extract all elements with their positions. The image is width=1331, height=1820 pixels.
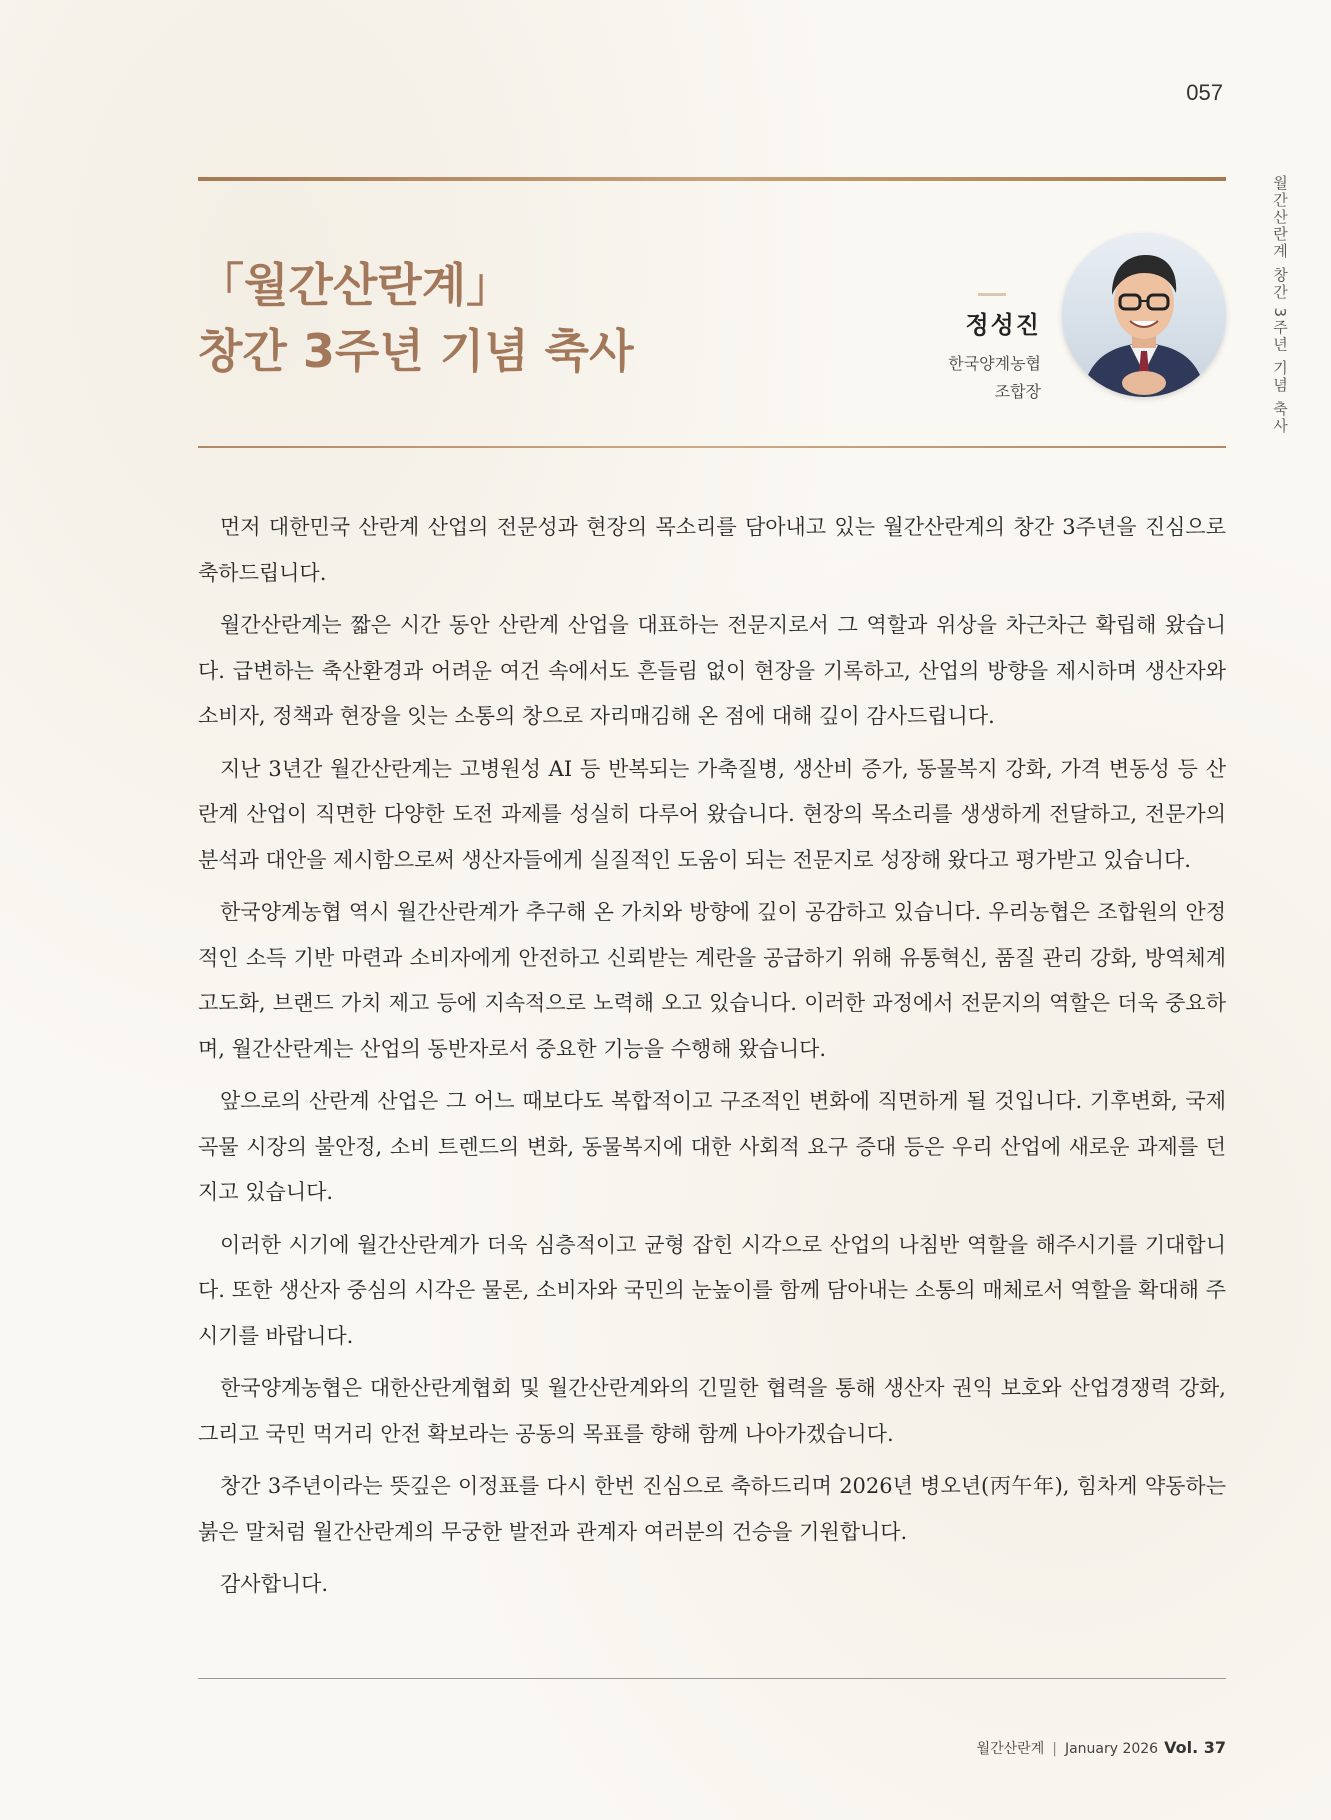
paragraph: 앞으로의 산란계 산업은 그 어느 때보다도 복합적이고 구조적인 변화에 직면하게 될 것입니다. 기후변화, 국제 곡물 시장의 불안정, 소비 트렌드의 변화, 동물복지에 대한 사회적 요구 증대 등은 우리 산업에 새로운 과제를 던지고 있습니다.	[198, 1089, 1226, 1204]
header-divider	[198, 446, 1226, 448]
page-number: 057	[1186, 80, 1223, 105]
paragraph: 월간산란계는 짧은 시간 동안 산란계 산업을 대표하는 전문지로서 그 역할과 위상을 차근차근 확립해 왔습니다. 급변하는 축산환경과 어려운 여건 속에서도 흔들림 없이 현장을 기록하고, 산업의 방향을 제시하며 생산자와 소비자, 정책과 현장을 잇는 소통의 창으로 자리매김해 온 점에 대해 깊이 감사드립니다.	[198, 613, 1226, 728]
paragraph: 먼저 대한민국 산란계 산업의 전문성과 현장의 목소리를 담아내고 있는 월간산란계의 창간 3주년을 진심으로 축하드립니다.	[198, 515, 1226, 585]
portrait-illustration	[1062, 233, 1226, 397]
article-title	[198, 252, 634, 384]
closing-paragraph: 감사합니다.	[220, 1572, 329, 1596]
footer-separator: |	[1052, 1741, 1057, 1757]
title-line-1: 「월간산란계」	[198, 258, 513, 312]
author-organization: 한국양계농협	[948, 354, 1041, 373]
paragraph: 창간 3주년이라는 뜻깊은 이정표를 다시 한번 진심으로 축하드리며 2026년 병오년(丙午年), 힘차게 약동하는 붉은 말처럼 월간산란계의 무궁한 발전과 관계자 여러분의 건승을 기원합니다.	[198, 1474, 1226, 1544]
author-role: 조합장	[994, 382, 1041, 401]
author-portrait	[1062, 233, 1226, 397]
paragraph: 한국양계농협은 대한산란계협회 및 월간산란계와의 긴밀한 협력을 통해 생산자 권익 보호와 산업경쟁력 강화, 그리고 국민 먹거리 안전 확보라는 공동의 목표를 향해 함께 나아가겠습니다.	[198, 1376, 1226, 1446]
footer-divider	[198, 1678, 1226, 1679]
paragraph: 지난 3년간 월간산란계는 고병원성 AI 등 반복되는 가축질병, 생산비 증가, 동물복지 강화, 가격 변동성 등 산란계 산업이 직면한 다양한 도전 과제를 성실히 다루어 왔습니다. 현장의 목소리를 생생하게 전달하고, 전문가의 분석과 대안을 제시함으로써 생산자들에게 실질적인 도움이 되는 전문지로 성장해 왔다고 평가받고 있습니다.	[198, 756, 1226, 872]
footer-magazine-name: 월간산란계	[976, 1741, 1045, 1757]
title-line-2: 창간 3주년 기념 축사	[198, 324, 634, 378]
paragraph: 한국양계농협 역시 월간산란계가 추구해 온 가치와 방향에 깊이 공감하고 있습니다. 우리농협은 조합원의 안정적인 소득 기반 마련과 소비자에게 안전하고 신뢰받는 계란을 공급하기 위해 유통혁신, 품질 관리 강화, 방역체계 고도화, 브랜드 가치 제고 등에 지속적으로 노력해 오고 있습니다. 이러한 과정에서 전문지의 역할은 더욱 중요하며, 월간산란계는 산업의 동반자로서 중요한 기능을 수행해 왔습니다.	[198, 900, 1226, 1061]
footer-issue-date: January 2026	[1064, 1741, 1159, 1757]
paragraph: 이러한 시기에 월간산란계가 더욱 심층적이고 균형 잡힌 시각으로 산업의 나침반 역할을 해주시기를 기대합니다. 또한 생산자 중심의 시각은 물론, 소비자와 국민의 눈높이를 함께 담아내는 소통의 매체로서 역할을 확대해 주시기를 바랍니다.	[198, 1232, 1226, 1348]
top-divider	[198, 177, 1226, 181]
author-block	[948, 305, 1041, 406]
page-footer	[977, 1738, 1226, 1758]
article-body	[198, 505, 1226, 1615]
author-name: 정성진	[948, 305, 1041, 340]
side-running-title: 월간산란계 창간 3주년 기념 축사	[1271, 175, 1289, 435]
footer-volume: Vol. 37	[1164, 1738, 1226, 1757]
